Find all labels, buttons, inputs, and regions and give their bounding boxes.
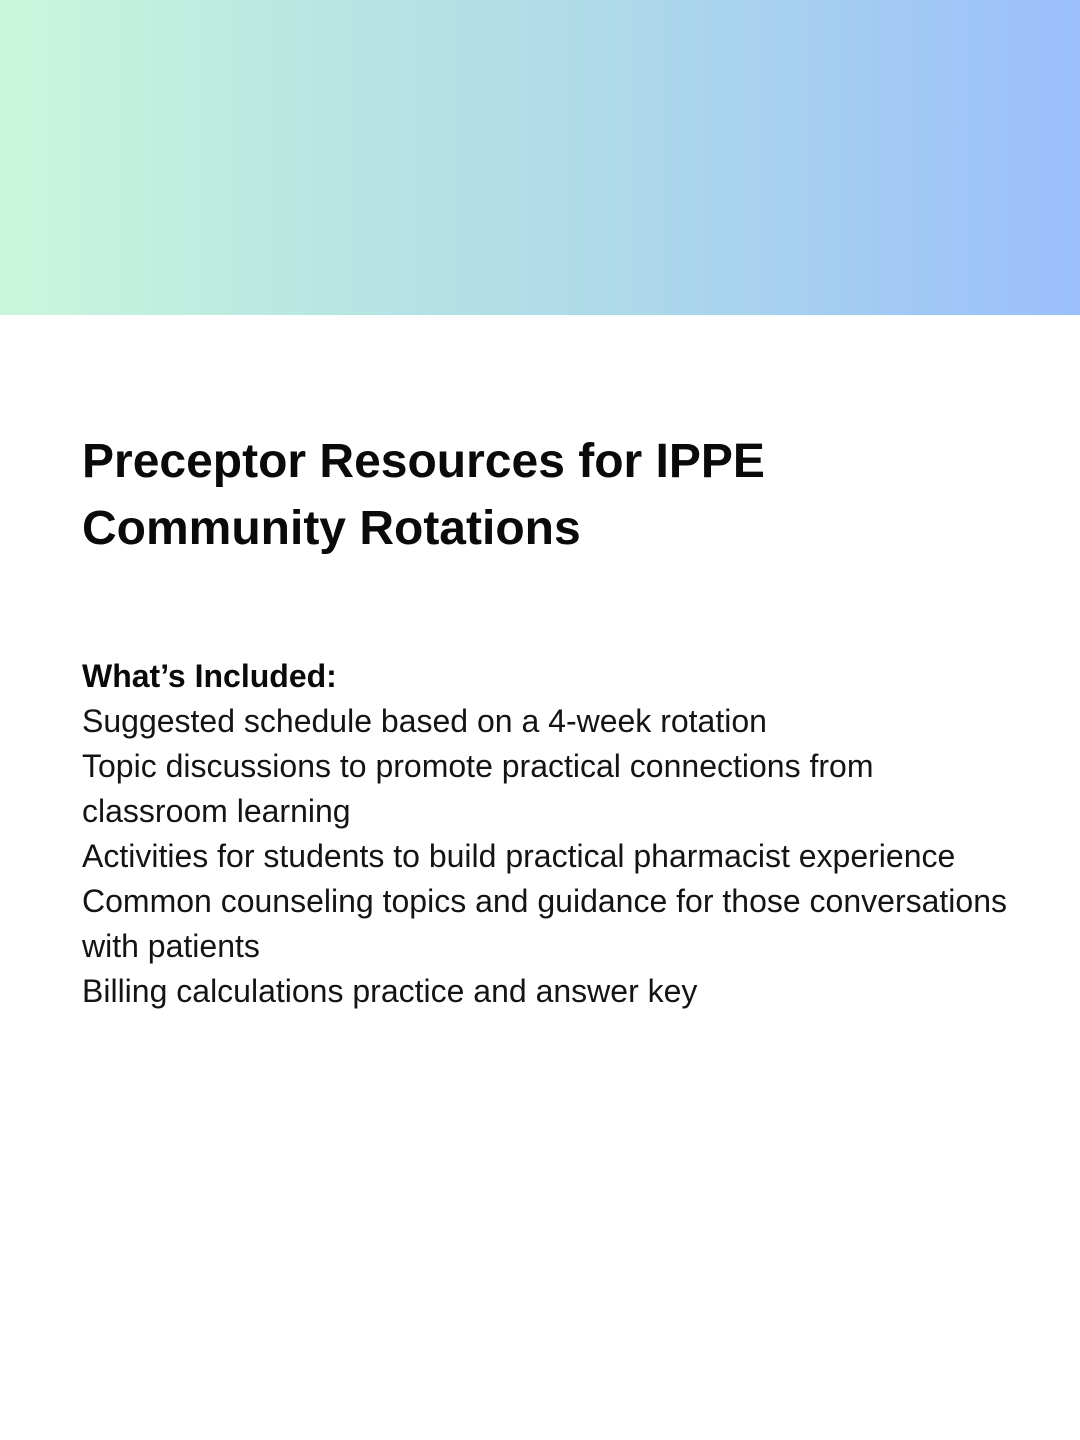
list-item: Activities for students to build practical pharmacist experience bbox=[82, 838, 956, 874]
list-item: Topic discussions to promote practical connections from classroom learning bbox=[82, 748, 874, 829]
page-title-line-2: Community Rotations bbox=[82, 502, 581, 555]
page-title bbox=[82, 428, 1022, 562]
whats-included-heading: What’s Included: bbox=[82, 658, 337, 694]
title-section bbox=[82, 428, 1022, 562]
list-item: Suggested schedule based on a 4-week rotation bbox=[82, 703, 767, 739]
page-title-line-1: Preceptor Resources for IPPE bbox=[82, 435, 765, 488]
gradient-header-band bbox=[0, 0, 1080, 315]
list-item: Billing calculations practice and answer key bbox=[82, 973, 698, 1009]
list-item: Common counseling topics and guidance for those conversations with patients bbox=[82, 883, 1007, 964]
included-items-list bbox=[82, 699, 1022, 1014]
whats-included-section bbox=[82, 654, 1022, 1014]
